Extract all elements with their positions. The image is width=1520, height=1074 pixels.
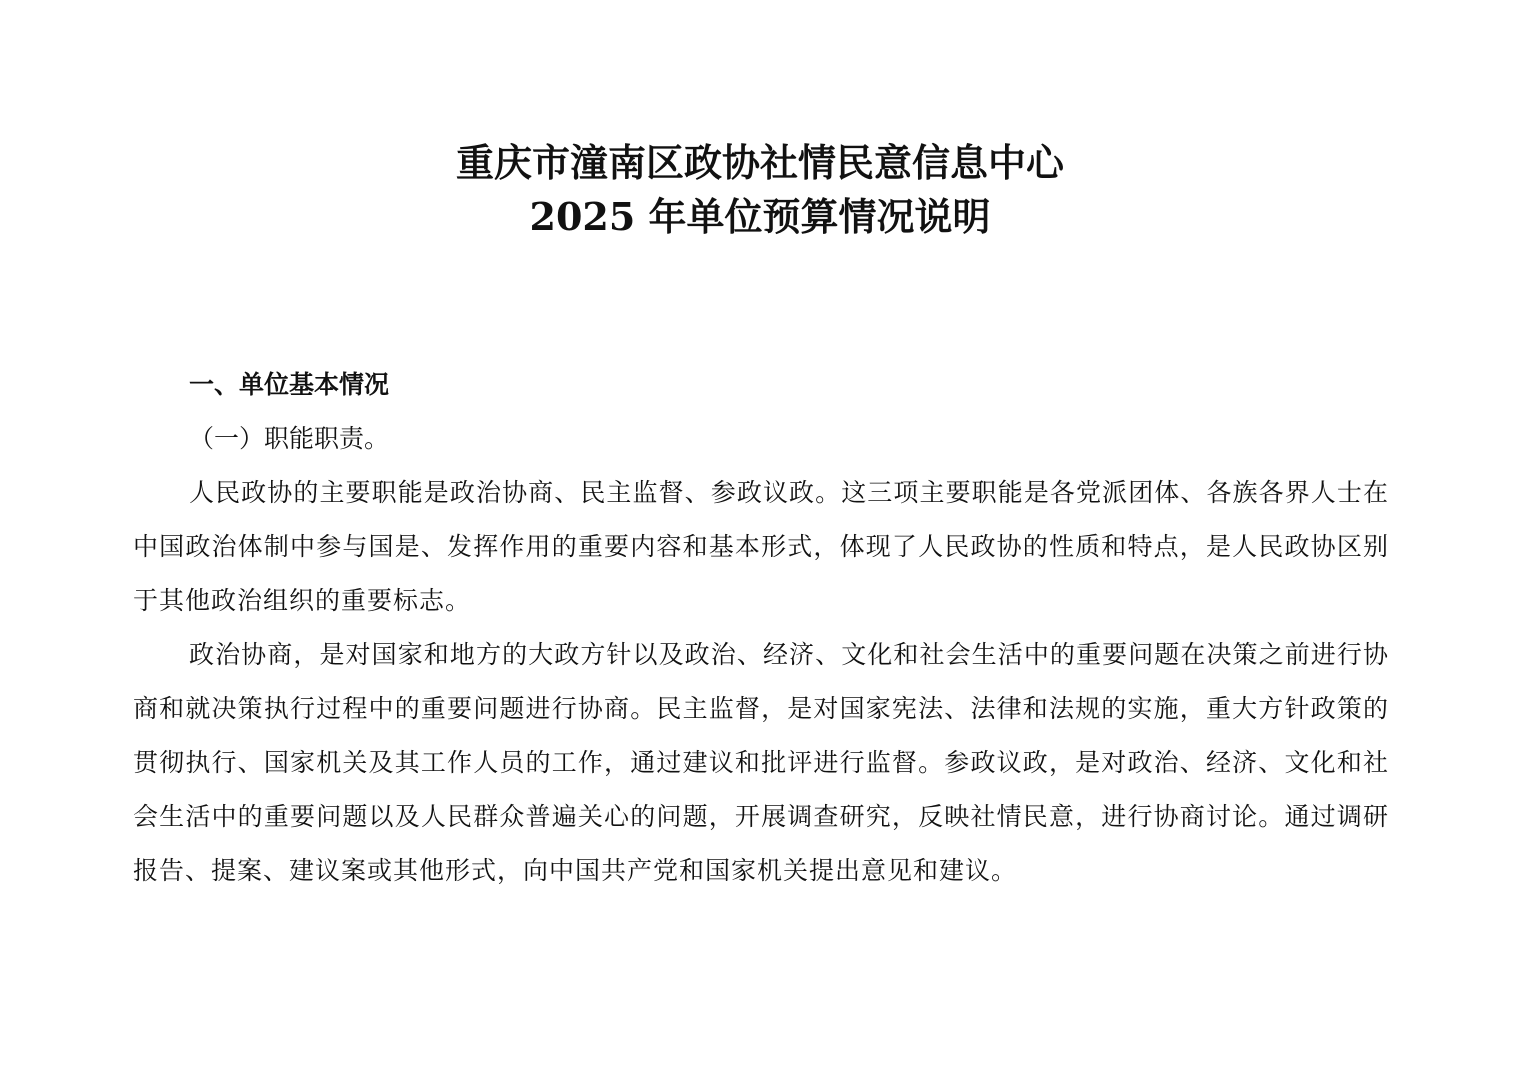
document-body xyxy=(133,358,1389,898)
section-subheading: （一）职能职责。 xyxy=(189,424,390,453)
body-paragraph-2: 政治协商，是对国家和地方的大政方针以及政治、经济、文化和社会生活中的重要问题在决策之前进行协商和就决策执行过程中的重要问题进行协商。民主监督，是对国家宪法、法律和法规的实施，重大方针政策的贯彻执行、国家机关及其工作人员的工作，通过建议和批评进行监督。参政议政，是对政治、经济、文化和社会生活中的重要问题以及人民群众普遍关心的问题，开展调查研究，反映社情民意，进行协商讨论。通过调研报告、提案、建议案或其他形式，向中国共产党和国家机关提出意见和建议。 xyxy=(133,640,1389,885)
body-paragraph-1: 人民政协的主要职能是政治协商、民主监督、参政议政。这三项主要职能是各党派团体、各族各界人士在中国政治体制中参与国是、发挥作用的重要内容和基本形式，体现了人民政协的性质和特点，是人民政协区别于其他政治组织的重要标志。 xyxy=(133,478,1389,615)
section-heading: 一、单位基本情况 xyxy=(189,370,390,399)
document-title-line2: 2025 年单位预算情况说明 xyxy=(529,194,991,239)
document-title-line1: 重庆市潼南区政协社情民意信息中心 xyxy=(455,140,1064,185)
